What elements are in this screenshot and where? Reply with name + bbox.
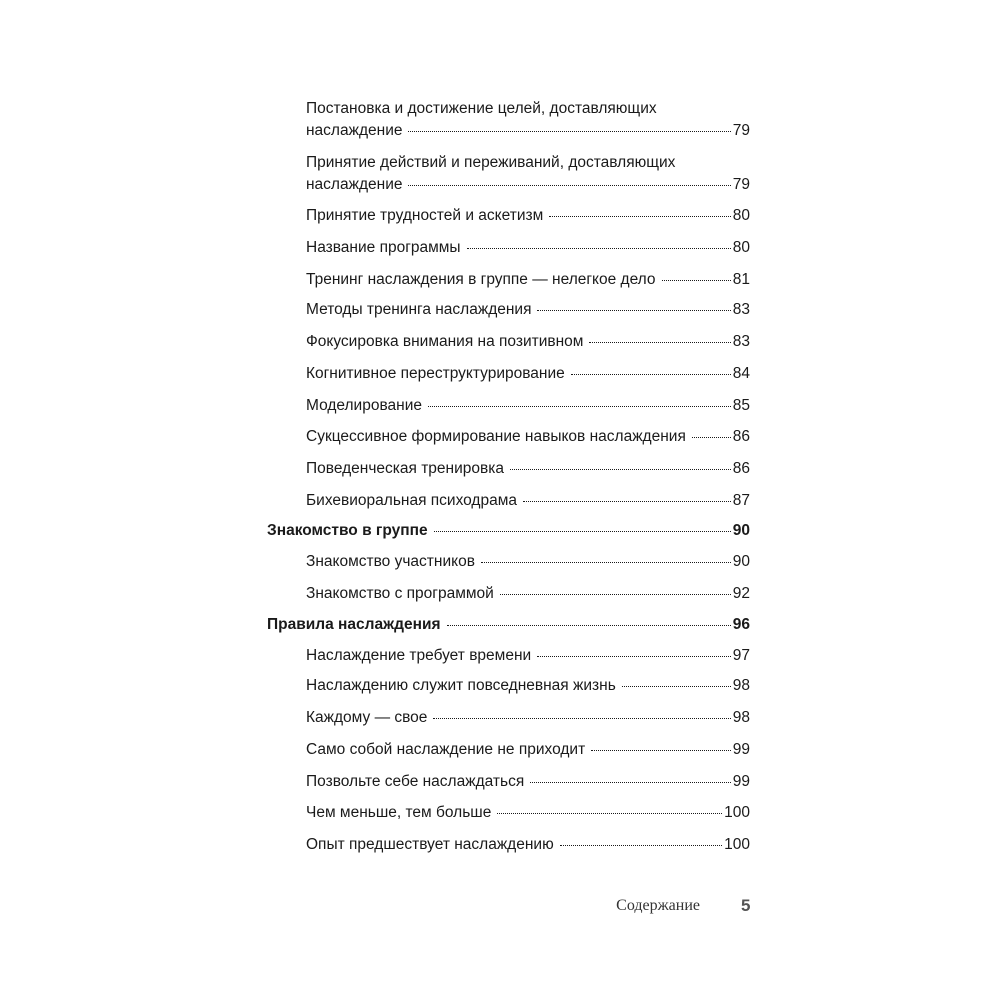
toc-entry-row	[306, 395, 750, 417]
toc-entry-row	[306, 269, 750, 291]
toc-entry	[306, 205, 750, 227]
toc-entry-row	[267, 614, 750, 636]
toc-entry-title: Название программы	[306, 239, 461, 256]
toc-entry-title: Сукцессивное формирование навыков наслаждения	[306, 428, 686, 445]
toc-entry-page-number: 79	[732, 176, 750, 193]
running-title: Содержание	[616, 897, 700, 914]
toc-entry-title: Методы тренинга наслаждения	[306, 301, 532, 318]
toc-entry-title: Моделирование	[306, 397, 422, 414]
toc-entry-row	[306, 739, 750, 761]
toc-entry-title: Каждому — свое	[306, 709, 428, 726]
toc-entry-row	[306, 237, 750, 259]
toc-entry	[306, 363, 750, 385]
toc-entry-row	[306, 299, 750, 321]
toc-entry-title: Позвольте себе наслаждаться	[306, 773, 525, 790]
toc-entry-page-number: 83	[732, 301, 750, 318]
toc-entry	[306, 583, 750, 605]
toc-entry-title: Правила наслаждения	[267, 616, 441, 633]
toc-entry-page-number: 81	[732, 271, 750, 288]
toc-entry-page-number: 83	[732, 333, 750, 350]
toc-entry-page-number: 99	[732, 741, 750, 758]
toc-entry-row	[306, 771, 750, 793]
toc-entry	[306, 675, 750, 697]
toc-entry-title: наслаждение	[306, 176, 403, 193]
toc-entry-row	[306, 426, 750, 448]
toc-entry-page-number: 99	[732, 773, 750, 790]
toc-entry-row	[267, 520, 750, 542]
toc-entry	[306, 331, 750, 353]
toc-entry-page-number: 100	[724, 836, 750, 853]
toc-entry	[306, 771, 750, 793]
toc-entry-page-number: 90	[732, 553, 750, 570]
toc-entry	[306, 834, 750, 856]
toc-entry	[306, 98, 750, 142]
toc-entry-page-number: 92	[732, 585, 750, 602]
toc-entry-row	[306, 458, 750, 480]
toc-entry-row	[306, 363, 750, 385]
dot-leader	[530, 782, 731, 783]
dot-leader	[434, 531, 731, 532]
toc-entry-row	[306, 490, 750, 512]
dot-leader	[549, 216, 731, 217]
toc-entry-row	[306, 205, 750, 227]
toc-entry-title: Знакомство в группе	[267, 522, 428, 539]
toc-entry-page-number: 100	[724, 804, 750, 821]
toc-entry-page-number: 87	[732, 492, 750, 509]
toc-entry-title: Тренинг наслаждения в группе — нелегкое дело	[306, 271, 656, 288]
toc-entry-page-number: 79	[732, 122, 750, 139]
page-number: 5	[741, 896, 751, 915]
toc-entry-row	[306, 645, 750, 667]
toc-entry	[306, 551, 750, 573]
toc-entry-row	[306, 551, 750, 573]
toc-entry-page-number: 86	[732, 460, 750, 477]
dot-leader	[481, 562, 731, 563]
dot-leader	[591, 750, 731, 751]
toc-entry-row	[306, 120, 750, 142]
toc-entry-row	[306, 802, 750, 824]
toc-entry	[306, 426, 750, 448]
dot-leader	[537, 310, 730, 311]
toc-entry-title: Бихевиоральная психодрама	[306, 492, 517, 509]
toc-entry-title: наслаждение	[306, 122, 403, 139]
dot-leader	[408, 185, 730, 186]
toc-entry	[306, 739, 750, 761]
toc-entry-row	[306, 583, 750, 605]
toc-entry-page-number: 90	[732, 522, 750, 539]
toc-entry-row	[306, 331, 750, 353]
toc-entry-title-line1: Принятие действий и переживаний, доставляющих	[306, 154, 676, 171]
toc-entry-title: Опыт предшествует наслаждению	[306, 836, 554, 853]
toc-entry-title: Знакомство с программой	[306, 585, 494, 602]
dot-leader	[523, 501, 731, 502]
toc-entry-page-number: 80	[732, 239, 750, 256]
toc-entry-title-line1: Постановка и достижение целей, доставляющих	[306, 100, 657, 117]
toc-entry-row	[306, 174, 750, 196]
toc-entry-title: Когнитивное переструктурирование	[306, 365, 565, 382]
toc-entry	[306, 237, 750, 259]
dot-leader	[467, 248, 731, 249]
toc-entry-title: Чем меньше, тем больше	[306, 804, 492, 821]
toc-section-entry	[267, 614, 750, 636]
toc-entry-title: Знакомство участников	[306, 553, 475, 570]
toc-entry-page-number: 80	[732, 207, 750, 224]
toc-entry-page-number: 98	[732, 677, 750, 694]
dot-leader	[662, 280, 731, 281]
dot-leader	[692, 437, 731, 438]
toc-entry-title: Наслаждению служит повседневная жизнь	[306, 677, 616, 694]
toc-entry-row	[306, 675, 750, 697]
toc-entry	[306, 395, 750, 417]
toc-section-entry	[267, 520, 750, 542]
dot-leader	[510, 469, 731, 470]
toc-entry	[306, 299, 750, 321]
toc-entry-page-number: 84	[732, 365, 750, 382]
toc-entry-page-number: 96	[732, 616, 750, 633]
toc-entry	[306, 802, 750, 824]
dot-leader	[571, 374, 731, 375]
toc-entry	[306, 707, 750, 729]
dot-leader	[500, 594, 731, 595]
toc-entry-row	[306, 707, 750, 729]
toc-entry-page-number: 86	[732, 428, 750, 445]
dot-leader	[447, 625, 731, 626]
toc-entry	[306, 458, 750, 480]
toc-entry-title: Наслаждение требует времени	[306, 647, 532, 664]
dot-leader	[537, 656, 731, 657]
dot-leader	[589, 342, 730, 343]
dot-leader	[497, 813, 722, 814]
toc-entry-title: Принятие трудностей и аскетизм	[306, 207, 544, 224]
toc-entry	[306, 152, 750, 196]
toc-entry-title: Поведенческая тренировка	[306, 460, 504, 477]
dot-leader	[433, 718, 730, 719]
toc-entry-title: Фокусировка внимания на позитивном	[306, 333, 584, 350]
toc-entry-title: Само собой наслаждение не приходит	[306, 741, 586, 758]
toc-entry-page-number: 97	[732, 647, 750, 664]
toc-entry	[306, 269, 750, 291]
toc-entry	[306, 645, 750, 667]
toc-entry-row	[306, 834, 750, 856]
dot-leader	[560, 845, 722, 846]
dot-leader	[408, 131, 730, 132]
toc-entry-page-number: 98	[732, 709, 750, 726]
toc-entry-page-number: 85	[732, 397, 750, 414]
toc-entry	[306, 490, 750, 512]
dot-leader	[622, 686, 731, 687]
dot-leader	[428, 406, 731, 407]
